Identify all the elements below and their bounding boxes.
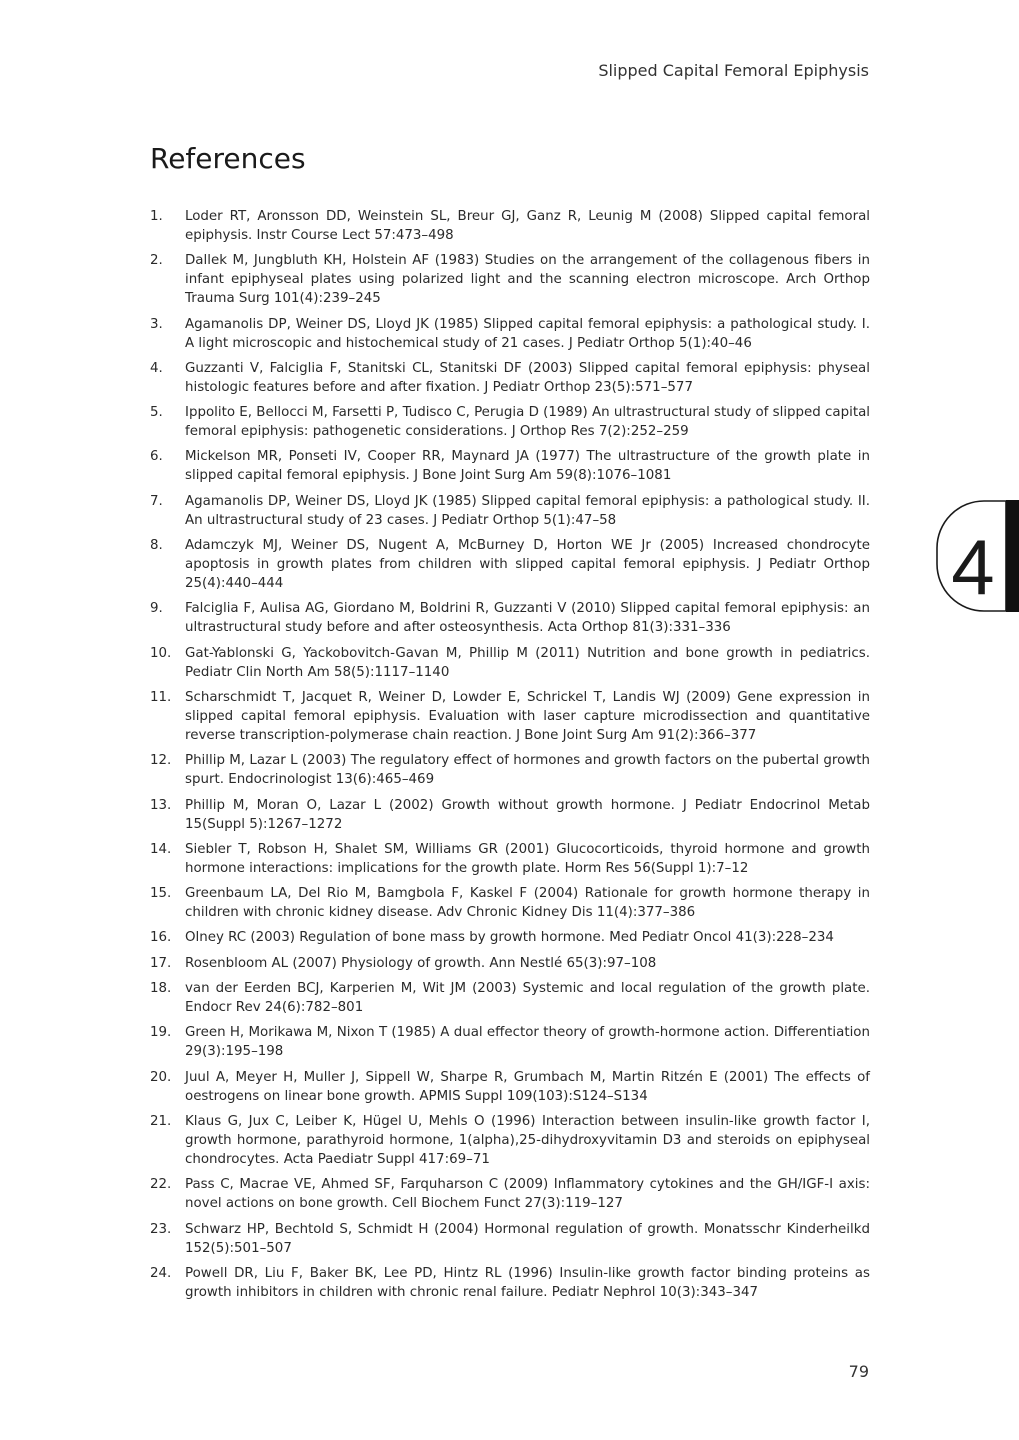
- reference-number: 6.: [150, 449, 163, 465]
- reference-text: Agamanolis DP, Weiner DS, Lloyd JK (1985) Slipped capital femoral epiphysis: a pathological study. II. An ultrastructural study of 23 cases. J Pediatr Orthop 5(1):47–58: [185, 493, 870, 528]
- reference-number: 16.: [150, 930, 172, 946]
- reference-text: Pass C, Macrae VE, Ahmed SF, Farquharson C (2009) Inflammatory cytokines and the GH/IGF-I axis: novel actions on bone growth. Cell Biochem Funct 27(3):119–127: [185, 1177, 870, 1212]
- reference-text: Powell DR, Liu F, Baker BK, Lee PD, Hintz RL (1996) Insulin-like growth factor binding proteins as growth inhibitors in children with chronic renal failure. Pediatr Nephrol 10(3):343–347: [185, 1265, 870, 1300]
- reference-item: [150, 840, 870, 878]
- reference-item: [150, 954, 870, 973]
- reference-number: 9.: [150, 601, 163, 617]
- reference-text: Falciglia F, Aulisa AG, Giordano M, Boldrini R, Guzzanti V (2010) Slipped capital femoral epiphysis: an ultrastructural study before and after osteosynthesis. Acta Orthop 81(3):331–336: [185, 601, 870, 636]
- reference-number: 8.: [150, 538, 163, 554]
- reference-number: 18.: [150, 981, 172, 997]
- reference-number: 15.: [150, 886, 172, 902]
- page-number: 79: [848, 1362, 869, 1381]
- reference-text: Ippolito E, Bellocci M, Farsetti P, Tudisco C, Perugia D (1989) An ultrastructural study of slipped capital femoral epiphysis: pathogenetic considerations. J Orthop Res 7(2):252–259: [185, 405, 870, 440]
- reference-item: [150, 492, 870, 530]
- reference-item: [150, 599, 870, 637]
- reference-text: Mickelson MR, Ponseti IV, Cooper RR, Maynard JA (1977) The ultrastructure of the growth plate in slipped capital femoral epiphysis. J Bone Joint Surg Am 59(8):1076–1081: [185, 449, 870, 484]
- reference-text: Greenbaum LA, Del Rio M, Bamgbola F, Kaskel F (2004) Rationale for growth hormone therapy in children with chronic kidney disease. Adv Chronic Kidney Dis 11(4):377–386: [185, 886, 870, 921]
- reference-text: Phillip M, Lazar L (2003) The regulatory effect of hormones and growth factors on the pubertal growth spurt. Endocrinologist 13(6):465–469: [185, 753, 870, 788]
- reference-item: [150, 315, 870, 353]
- reference-item: [150, 1112, 870, 1169]
- reference-number: 14.: [150, 841, 172, 857]
- chapter-tab-bar: [1006, 500, 1019, 612]
- reference-text: Olney RC (2003) Regulation of bone mass by growth hormone. Med Pediatr Oncol 41(3):228–234: [185, 930, 834, 946]
- reference-number: 2.: [150, 253, 163, 269]
- reference-text: Phillip M, Moran O, Lazar L (2002) Growth without growth hormone. J Pediatr Endocrinol Metab 15(Suppl 5):1267–1272: [185, 797, 870, 832]
- chapter-number: 4: [951, 523, 995, 611]
- reference-number: 19.: [150, 1025, 172, 1041]
- chapter-tab-graphic: [936, 500, 1019, 612]
- reference-item: [150, 928, 870, 947]
- reference-item: [150, 979, 870, 1017]
- reference-number: 12.: [150, 753, 172, 769]
- reference-number: 11.: [150, 689, 172, 705]
- reference-text: Schwarz HP, Bechtold S, Schmidt H (2004) Hormonal regulation of growth. Monatsschr Kinderheilkd 152(5):501–507: [185, 1221, 870, 1256]
- reference-number: 10.: [150, 645, 172, 661]
- reference-text: Agamanolis DP, Weiner DS, Lloyd JK (1985) Slipped capital femoral epiphysis: a pathological study. I. A light microscopic and histochemical study of 21 cases. J Pediatr Orthop 5(1):40–46: [185, 316, 870, 351]
- reference-number: 20.: [150, 1069, 172, 1085]
- reference-item: [150, 447, 870, 485]
- reference-item: [150, 688, 870, 745]
- reference-number: 17.: [150, 955, 172, 971]
- reference-item: [150, 751, 870, 789]
- reference-number: 13.: [150, 797, 172, 813]
- reference-text: Juul A, Meyer H, Muller J, Sippell W, Sharpe R, Grumbach M, Martin Ritzén E (2001) The effects of oestrogens on linear bone growth. APMIS Suppl 109(103):S124–S134: [185, 1069, 870, 1104]
- reference-text: Guzzanti V, Falciglia F, Stanitski CL, Stanitski DF (2003) Slipped capital femoral epiphysis: physeal histologic features before and after fixation. J Pediatr Orthop 23(5):571–577: [185, 360, 870, 395]
- reference-text: Siebler T, Robson H, Shalet SM, Williams GR (2001) Glucocorticoids, thyroid hormone and growth hormone interactions: implications for the growth plate. Horm Res 56(Suppl 1):7–12: [185, 841, 870, 876]
- reference-item: [150, 536, 870, 593]
- reference-text: Klaus G, Jux C, Leiber K, Hügel U, Mehls O (1996) Interaction between insulin-like growth factor I, growth hormone, parathyroid hormone, 1(alpha),25-dihydroxyvitamin D3 and steroids on epiphyseal chondrocytes. Acta Paediatr Suppl 417:69–71: [185, 1113, 870, 1167]
- reference-item: [150, 884, 870, 922]
- reference-item: [150, 359, 870, 397]
- reference-text: Adamczyk MJ, Weiner DS, Nugent A, McBurney D, Horton WE Jr (2005) Increased chondrocyte apoptosis in growth plates from children with slipped capital femoral epiphysis. J Pediatr Orthop 25(4):440–444: [185, 538, 870, 592]
- reference-number: 23.: [150, 1221, 172, 1237]
- running-head: Slipped Capital Femoral Epiphysis: [598, 61, 869, 80]
- reference-item: [150, 1175, 870, 1213]
- reference-text: Dallek M, Jungbluth KH, Holstein AF (1983) Studies on the arrangement of the collagenous fibers in infant epiphyseal plates using polarized light and the scanning electron microscope. Arch Orthop Trauma Surg 101(4):239–245: [185, 253, 870, 307]
- reference-item: [150, 251, 870, 308]
- reference-text: Loder RT, Aronsson DD, Weinstein SL, Breur GJ, Ganz R, Leunig M (2008) Slipped capital femoral epiphysis. Instr Course Lect 57:473–498: [185, 209, 870, 243]
- reference-list: [150, 207, 870, 1308]
- reference-item: [150, 644, 870, 682]
- reference-number: 5.: [150, 405, 163, 421]
- section-title: References: [150, 142, 306, 175]
- reference-item: [150, 1068, 870, 1106]
- reference-item: [150, 1023, 870, 1061]
- reference-text: Scharschmidt T, Jacquet R, Weiner D, Lowder E, Schrickel T, Landis WJ (2009) Gene expression in slipped capital femoral epiphysis. Evaluation with laser capture microdissection and quantitative reverse transcription-polymerase chain reaction. J Bone Joint Surg Am 91(2):366–377: [185, 689, 870, 743]
- reference-number: 22.: [150, 1177, 172, 1193]
- reference-item: [150, 1264, 870, 1302]
- reference-number: 7.: [150, 493, 163, 509]
- reference-text: Gat-Yablonski G, Yackobovitch-Gavan M, Phillip M (2011) Nutrition and bone growth in pediatrics. Pediatr Clin North Am 58(5):1117–1140: [185, 645, 870, 680]
- reference-number: 24.: [150, 1265, 172, 1281]
- reference-item: [150, 207, 870, 245]
- reference-text: Green H, Morikawa M, Nixon T (1985) A dual effector theory of growth-hormone action. Differentiation 29(3):195–198: [185, 1025, 870, 1060]
- reference-number: 1.: [150, 209, 163, 224]
- reference-number: 3.: [150, 316, 163, 332]
- reference-text: van der Eerden BCJ, Karperien M, Wit JM (2003) Systemic and local regulation of the growth plate. Endocr Rev 24(6):782–801: [185, 981, 870, 1016]
- reference-item: [150, 403, 870, 441]
- reference-item: [150, 1220, 870, 1258]
- reference-number: 21.: [150, 1113, 172, 1129]
- reference-number: 4.: [150, 360, 163, 376]
- chapter-tab: [936, 500, 1019, 612]
- reference-item: [150, 796, 870, 834]
- reference-text: Rosenbloom AL (2007) Physiology of growth. Ann Nestlé 65(3):97–108: [185, 955, 657, 971]
